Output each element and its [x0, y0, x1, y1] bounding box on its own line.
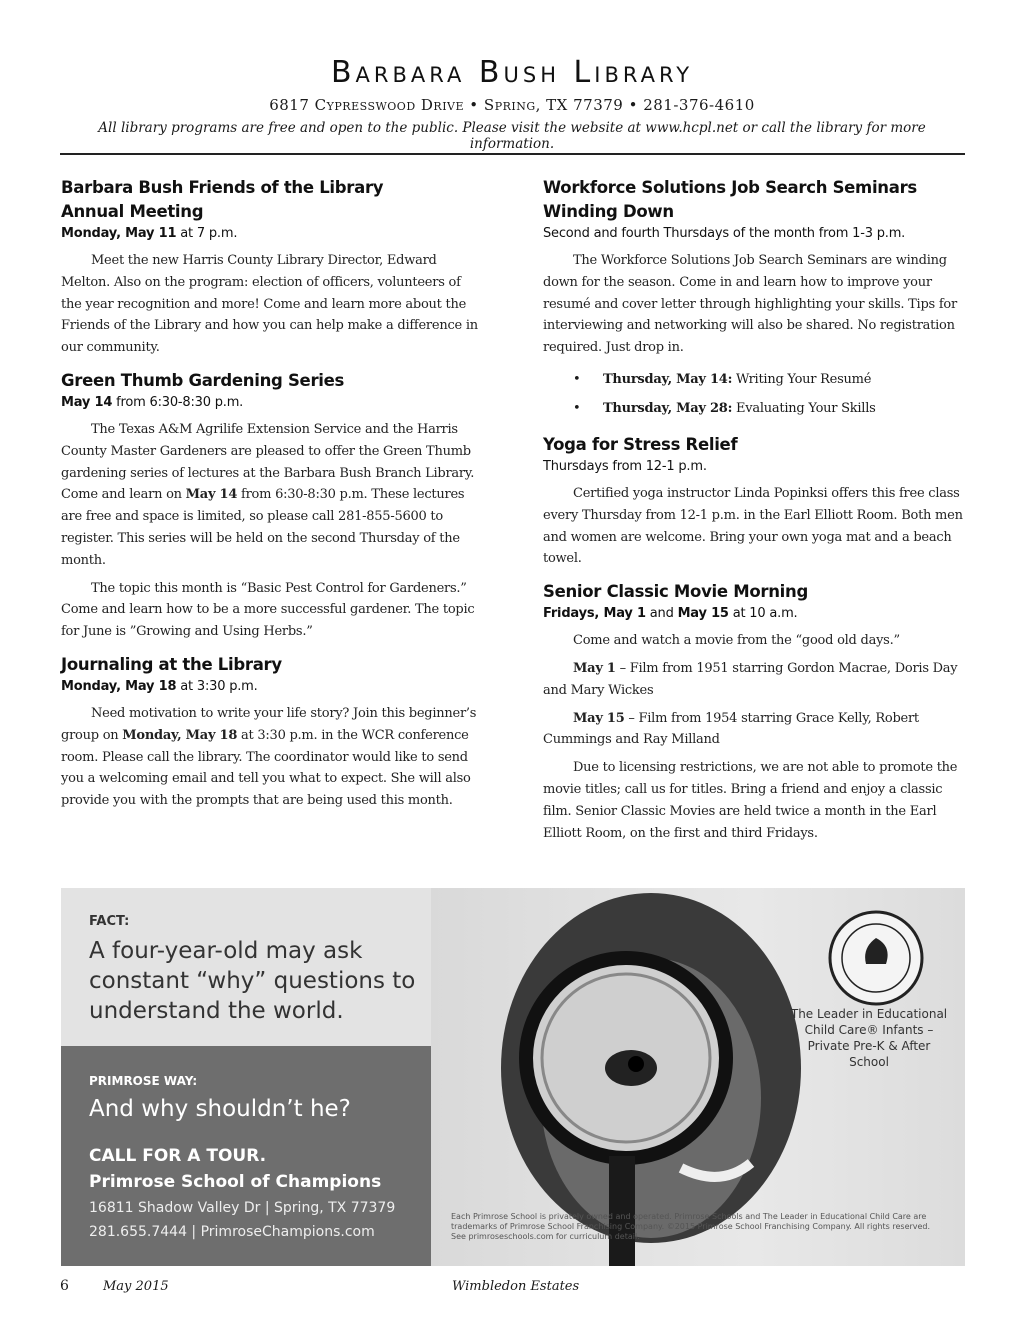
- journaling-when: [61, 677, 485, 697]
- workforce-title-line1: Workforce Solutions Job Search Seminars: [543, 178, 917, 197]
- friends-meeting-title-line2: Annual Meeting: [61, 202, 204, 221]
- gardening-text-c: from 6:30-8:30 p.m. These lectures are free and space is limited, so please call 281-855-5600 to register. This series will be held on the second Thursday of the month.: [61, 487, 465, 568]
- bullet-icon: •: [573, 400, 581, 416]
- journaling-title: Journaling at the Library: [61, 654, 282, 674]
- list-item-date: Thursday, May 28:: [603, 400, 733, 416]
- list-item-text: Writing Your Resumé: [732, 371, 872, 387]
- ad-tagline: The Leader in Educational Child Care® Infants – Private Pre-K & After School: [790, 1007, 948, 1069]
- gardening-text-a: The Texas A&M Agrilife Extension Service and the Harris County Master Gardeners are pleased to offer the Green Thumb gardening series of lectures at the Barbara Bush Branch Library. Come and learn on: [61, 421, 475, 503]
- friends-meeting-title: [61, 176, 485, 224]
- movie-body-3: [543, 708, 967, 752]
- movie-body-2: [543, 658, 967, 702]
- workforce-title: [543, 176, 967, 224]
- issue-date: May 2015: [103, 1279, 169, 1294]
- friends-meeting-body: Meet the new Harris County Library Director, Edward Melton. Also on the program: election of officers, volunteers of the year recognition and more! Come and learn more about the Friends of the Library and how you can help make a difference in our community.: [61, 253, 478, 356]
- journaling-text-date: Monday, May 18: [122, 727, 238, 743]
- yoga-body: Certified yoga instructor Linda Popinksi offers this free class every Thursday from 12-1 p.m. in the Earl Elliott Room. Both men and women are welcome. Bring your own yoga mat and a beach towel.: [543, 485, 963, 567]
- primrose-logo-icon: [826, 908, 926, 1008]
- movie-time: at 10 a.m.: [728, 606, 798, 622]
- list-item-text: Evaluating Your Skills: [732, 400, 876, 416]
- ad-way-text: And why shouldn’t he?: [89, 1096, 351, 1122]
- journaling-date: Monday, May 18: [61, 678, 177, 694]
- ad-fact-text: A four-year-old may ask constant “why” questions to understand the world.: [89, 938, 416, 1024]
- gardening-body-1: [61, 419, 485, 572]
- ad-school-phone: 281.655.7444 | PrimroseChampions.com: [89, 1224, 375, 1240]
- movie-item-text-1: – Film from 1951 starring Gordon Macrae, Doris Day and Mary Wickes: [543, 660, 958, 698]
- workforce-when: Second and fourth Thursdays of the month from 1-3 p.m.: [543, 226, 906, 241]
- gardening-body-2: The topic this month is “Basic Pest Control for Gardeners.” Come and learn how to be a more successful gardener. The topic for June is ”Growing and Using Herbs.”: [61, 580, 475, 640]
- library-address: 6817 Cypresswood Drive • Spring, TX 77379 • 281-376-4610: [269, 96, 755, 114]
- friends-meeting-when: [61, 224, 485, 244]
- right-column: [543, 176, 967, 854]
- list-item-date: Thursday, May 14:: [603, 371, 733, 387]
- left-column: [61, 176, 485, 822]
- yoga-when: Thursdays from 12-1 p.m.: [543, 458, 707, 474]
- publication-name: Wimbledon Estates: [452, 1279, 580, 1294]
- list-item: [573, 394, 967, 423]
- header-rule: [60, 153, 965, 155]
- movie-title: Senior Classic Movie Morning: [543, 582, 808, 602]
- gardening-date: May 14: [61, 394, 113, 410]
- friends-meeting-section: [61, 176, 485, 359]
- movie-date-1: Fridays, May 1: [543, 606, 646, 622]
- movie-date-2: May 15: [677, 606, 729, 622]
- journaling-text-c: at 3:30 p.m. in the WCR conference room. Please call the library. The coordinator would like to send you a welcoming email and tell you what to expect. She will also provide you with the prompts that are being used this month.: [61, 727, 471, 809]
- list-item: [573, 365, 967, 394]
- movie-when-and: and: [645, 606, 678, 622]
- ad-call-to-action: CALL FOR A TOUR.: [89, 1146, 267, 1166]
- yoga-section: [543, 433, 967, 570]
- ad-school-address: 16811 Shadow Valley Dr | Spring, TX 77379: [89, 1200, 396, 1216]
- journaling-section: [61, 653, 485, 812]
- bullet-icon: •: [573, 371, 581, 387]
- workforce-list: [543, 365, 967, 423]
- gardening-section: [61, 369, 485, 643]
- primrose-advertisement: [61, 888, 965, 1266]
- movie-item-date-1: May 1: [573, 660, 616, 676]
- ad-fine-print: Each Primrose School is privately owned and operated. Primrose Schools and The Leader in Educational Child Care are trademarks of Primrose School Franchising Company. ©2015 Primrose School Franchising Company. All rights reserved. See primroseschools.com for curriculum detail.: [451, 1212, 931, 1241]
- workforce-body: The Workforce Solutions Job Search Seminars are winding down for the season. Come in and learn how to improve your resumé and cover letter through highlighting your skills. Tips for interviewing and networking will also be shared. No registration required. Just drop in.: [543, 253, 957, 356]
- workforce-title-line2: Winding Down: [543, 202, 674, 221]
- journaling-body: [61, 703, 485, 812]
- gardening-text-date: May 14: [185, 487, 238, 503]
- journaling-text-a: Need motivation to write your life story? Join this beginner’s group on: [61, 705, 477, 743]
- library-note: All library programs are free and open to the public. Please visit the website at www.hcpl.net or call the library for more information.: [98, 120, 926, 152]
- masthead: [60, 56, 964, 152]
- movie-when: [543, 604, 967, 624]
- ad-fact-label: FACT:: [89, 914, 130, 929]
- movie-item-date-2: May 15: [573, 710, 625, 726]
- movie-body-4: Due to licensing restrictions, we are not able to promote the movie titles; call us for titles. Bring a friend and enjoy a classic film. Senior Classic Movies are held twice a month in the Earl Elliott Room, on the first and third Fridays.: [543, 760, 958, 841]
- page-number: 6: [60, 1278, 69, 1294]
- ad-photo: [431, 888, 965, 1266]
- gardening-when: [61, 393, 485, 413]
- friends-meeting-date: Monday, May 11: [61, 226, 177, 241]
- friends-meeting-title-line1: Barbara Bush Friends of the Library: [61, 178, 384, 197]
- yoga-title: Yoga for Stress Relief: [543, 434, 738, 454]
- ad-way-label: PRIMROSE WAY:: [89, 1074, 198, 1088]
- workforce-section: [543, 176, 967, 423]
- gardening-time: from 6:30-8:30 p.m.: [112, 394, 244, 410]
- journaling-time: at 3:30 p.m.: [176, 678, 258, 694]
- movie-body-1: Come and watch a movie from the “good old days.”: [573, 633, 900, 649]
- gardening-title: Green Thumb Gardening Series: [61, 370, 345, 390]
- library-title: Barbara Bush Library: [330, 55, 694, 90]
- ad-school-name: Primrose School of Champions: [89, 1172, 382, 1192]
- movie-item-text-2: – Film from 1954 starring Grace Kelly, Robert Cummings and Ray Milland: [543, 710, 919, 748]
- movie-section: [543, 580, 967, 844]
- friends-meeting-time: at 7 p.m.: [176, 226, 238, 241]
